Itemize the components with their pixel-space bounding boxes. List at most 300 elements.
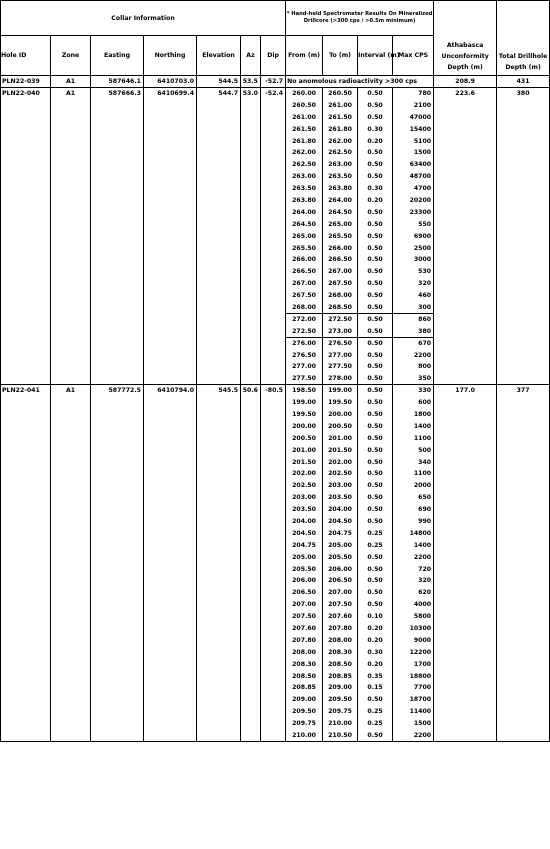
empty-cell <box>241 706 261 718</box>
empty-cell <box>197 456 241 468</box>
max-cps-cell: 340 <box>393 456 434 468</box>
empty-cell <box>1 420 51 432</box>
to-cell: 266.50 <box>323 254 358 266</box>
table-row <box>1 195 550 207</box>
empty-cell <box>434 135 497 147</box>
empty-cell <box>241 159 261 171</box>
empty-cell <box>197 623 241 635</box>
table-row <box>1 646 550 658</box>
elevation-header: Elevation <box>197 36 241 76</box>
empty-cell <box>51 682 91 694</box>
empty-cell <box>144 539 197 551</box>
table-row <box>1 587 550 599</box>
empty-cell <box>51 266 91 278</box>
empty-cell <box>197 361 241 373</box>
to-cell: 208.50 <box>323 658 358 670</box>
empty-cell <box>51 587 91 599</box>
empty-cell <box>241 682 261 694</box>
empty-cell <box>197 313 241 325</box>
empty-cell <box>144 218 197 230</box>
empty-cell <box>241 718 261 730</box>
from-cell: 207.80 <box>286 634 323 646</box>
empty-cell <box>197 147 241 159</box>
interval-cell: 0.50 <box>358 730 393 742</box>
empty-cell <box>497 504 550 516</box>
empty-cell <box>497 147 550 159</box>
empty-cell <box>434 361 497 373</box>
empty-cell <box>144 195 197 207</box>
empty-cell <box>91 718 144 730</box>
empty-cell <box>144 266 197 278</box>
max-cps-cell: 2200 <box>393 730 434 742</box>
empty-cell <box>144 646 197 658</box>
max-cps-cell: 320 <box>393 278 434 290</box>
empty-cell <box>1 551 51 563</box>
from-cell: 267.00 <box>286 278 323 290</box>
table-row <box>1 171 550 183</box>
to-cell: 207.80 <box>323 623 358 635</box>
empty-cell <box>261 313 286 325</box>
to-cell: 204.50 <box>323 516 358 528</box>
empty-cell <box>144 670 197 682</box>
empty-cell <box>51 397 91 409</box>
empty-cell <box>241 242 261 254</box>
empty-cell <box>497 242 550 254</box>
from-cell: 260.50 <box>286 99 323 111</box>
max-cps-cell: 6900 <box>393 230 434 242</box>
empty-cell <box>197 670 241 682</box>
table-row <box>1 183 550 195</box>
to-cell: 205.00 <box>323 539 358 551</box>
empty-cell <box>261 623 286 635</box>
empty-cell <box>197 468 241 480</box>
table-row <box>1 76 550 88</box>
empty-cell <box>497 111 550 123</box>
empty-cell <box>261 254 286 266</box>
empty-cell <box>144 599 197 611</box>
empty-cell <box>241 290 261 302</box>
empty-cell <box>91 432 144 444</box>
empty-cell <box>197 444 241 456</box>
empty-cell <box>91 111 144 123</box>
empty-cell <box>144 611 197 623</box>
empty-cell <box>497 337 550 349</box>
table-row <box>1 254 550 266</box>
interval-cell: 0.50 <box>358 147 393 159</box>
from-cell: 207.60 <box>286 623 323 635</box>
empty-cell <box>241 670 261 682</box>
empty-cell <box>434 527 497 539</box>
empty-cell <box>197 539 241 551</box>
empty-cell <box>497 670 550 682</box>
from-cell: 205.50 <box>286 563 323 575</box>
empty-cell <box>1 611 51 623</box>
empty-cell <box>241 206 261 218</box>
empty-cell <box>497 278 550 290</box>
interval-cell: 0.50 <box>358 432 393 444</box>
empty-cell <box>91 171 144 183</box>
empty-cell <box>144 135 197 147</box>
max-cps-cell: 300 <box>393 302 434 314</box>
empty-cell <box>91 266 144 278</box>
max-cps-cell: 670 <box>393 337 434 349</box>
empty-cell <box>144 658 197 670</box>
max-cps-cell: 5100 <box>393 135 434 147</box>
empty-cell <box>261 147 286 159</box>
empty-cell <box>434 516 497 528</box>
empty-cell <box>197 349 241 361</box>
empty-cell <box>241 123 261 135</box>
empty-cell <box>144 516 197 528</box>
empty-cell <box>434 718 497 730</box>
interval-cell: 0.50 <box>358 111 393 123</box>
empty-cell <box>197 206 241 218</box>
empty-cell <box>261 183 286 195</box>
table-row <box>1 623 550 635</box>
max-cps-cell: 18800 <box>393 670 434 682</box>
empty-cell <box>51 183 91 195</box>
empty-cell <box>91 99 144 111</box>
empty-cell <box>497 516 550 528</box>
empty-cell <box>434 337 497 349</box>
empty-cell <box>91 575 144 587</box>
empty-cell <box>197 266 241 278</box>
empty-cell <box>197 242 241 254</box>
table-row <box>1 218 550 230</box>
from-cell: 272.50 <box>286 325 323 337</box>
empty-cell <box>241 539 261 551</box>
empty-cell <box>144 492 197 504</box>
to-cell: 207.50 <box>323 599 358 611</box>
empty-cell <box>497 623 550 635</box>
empty-cell <box>241 409 261 421</box>
empty-cell <box>434 373 497 385</box>
empty-cell <box>261 670 286 682</box>
table-row <box>1 432 550 444</box>
empty-cell <box>1 634 51 646</box>
to-cell: 208.00 <box>323 634 358 646</box>
empty-cell <box>261 563 286 575</box>
max-cps-cell: 63400 <box>393 159 434 171</box>
empty-cell <box>241 195 261 207</box>
empty-cell <box>91 230 144 242</box>
from-cell: 203.00 <box>286 492 323 504</box>
from-cell: 262.50 <box>286 159 323 171</box>
to-cell: 261.80 <box>323 123 358 135</box>
empty-cell <box>144 159 197 171</box>
empty-cell <box>497 373 550 385</box>
table-row <box>1 111 550 123</box>
unconformity-cell: 177.0 <box>434 385 497 397</box>
empty-cell <box>1 539 51 551</box>
max-cps-cell: 10300 <box>393 623 434 635</box>
from-cell: 199.00 <box>286 397 323 409</box>
max-cps-cell: 780 <box>393 88 434 100</box>
empty-cell <box>91 397 144 409</box>
to-cell: 264.50 <box>323 206 358 218</box>
empty-cell <box>434 623 497 635</box>
dip-cell: -52.7 <box>261 76 286 88</box>
table-row <box>1 123 550 135</box>
interval-cell: 0.20 <box>358 658 393 670</box>
empty-cell <box>261 551 286 563</box>
empty-cell <box>197 218 241 230</box>
empty-cell <box>1 337 51 349</box>
max-cps-cell: 1400 <box>393 539 434 551</box>
max-cps-cell: 2000 <box>393 480 434 492</box>
empty-cell <box>91 468 144 480</box>
empty-cell <box>144 206 197 218</box>
to-cell: 210.00 <box>323 718 358 730</box>
interval-cell: 0.50 <box>358 385 393 397</box>
empty-cell <box>197 551 241 563</box>
empty-cell <box>91 634 144 646</box>
interval-cell: 0.10 <box>358 611 393 623</box>
max-cps-cell: 1100 <box>393 468 434 480</box>
empty-cell <box>434 480 497 492</box>
interval-cell: 0.20 <box>358 623 393 635</box>
table-row <box>1 706 550 718</box>
max-cps-cell: 2100 <box>393 99 434 111</box>
empty-cell <box>51 302 91 314</box>
empty-cell <box>261 646 286 658</box>
from-cell: 272.00 <box>286 313 323 325</box>
empty-cell <box>197 111 241 123</box>
empty-cell <box>144 623 197 635</box>
empty-cell <box>91 646 144 658</box>
interval-cell: 0.25 <box>358 539 393 551</box>
empty-cell <box>144 730 197 742</box>
table-row <box>1 730 550 742</box>
empty-cell <box>51 504 91 516</box>
empty-cell <box>197 587 241 599</box>
max-cps-cell: 380 <box>393 325 434 337</box>
table-row <box>1 325 550 337</box>
to-cell: 210.50 <box>323 730 358 742</box>
table-row <box>1 682 550 694</box>
empty-cell <box>497 694 550 706</box>
easting-header: Easting <box>91 36 144 76</box>
max-cps-cell: 530 <box>393 266 434 278</box>
to-cell: 200.00 <box>323 409 358 421</box>
empty-cell <box>91 682 144 694</box>
empty-cell <box>261 527 286 539</box>
to-cell: 265.50 <box>323 230 358 242</box>
empty-cell <box>261 634 286 646</box>
az-cell: 53.5 <box>241 76 261 88</box>
max-cps-cell: 650 <box>393 492 434 504</box>
interval-cell: 0.50 <box>358 254 393 266</box>
table-row <box>1 611 550 623</box>
empty-cell <box>1 349 51 361</box>
from-cell: 277.50 <box>286 373 323 385</box>
empty-cell <box>91 623 144 635</box>
to-cell: 199.50 <box>323 397 358 409</box>
to-cell: 267.50 <box>323 278 358 290</box>
empty-cell <box>144 432 197 444</box>
empty-cell <box>51 646 91 658</box>
empty-cell <box>434 218 497 230</box>
max-cps-cell: 7700 <box>393 682 434 694</box>
to-cell: 205.50 <box>323 551 358 563</box>
empty-cell <box>241 266 261 278</box>
interval-cell: 0.50 <box>358 373 393 385</box>
max-cps-cell: 9000 <box>393 634 434 646</box>
max-cps-cell: 690 <box>393 504 434 516</box>
empty-cell <box>51 325 91 337</box>
empty-cell <box>51 718 91 730</box>
empty-cell <box>51 694 91 706</box>
from-cell: 266.00 <box>286 254 323 266</box>
empty-cell <box>197 694 241 706</box>
empty-cell <box>144 111 197 123</box>
interval-cell: 0.50 <box>358 290 393 302</box>
empty-cell <box>197 278 241 290</box>
az-cell: 50.6 <box>241 385 261 397</box>
empty-cell <box>241 611 261 623</box>
table-row <box>1 456 550 468</box>
empty-cell <box>241 183 261 195</box>
northing-cell: 6410699.4 <box>144 88 197 100</box>
empty-cell <box>1 516 51 528</box>
table-row <box>1 266 550 278</box>
empty-cell <box>1 646 51 658</box>
empty-cell <box>91 337 144 349</box>
max-cps-cell: 350 <box>393 373 434 385</box>
empty-cell <box>91 670 144 682</box>
empty-cell <box>1 409 51 421</box>
empty-cell <box>144 337 197 349</box>
empty-cell <box>91 456 144 468</box>
to-cell: 208.85 <box>323 670 358 682</box>
interval-cell: 0.50 <box>358 599 393 611</box>
empty-cell <box>51 230 91 242</box>
empty-cell <box>261 539 286 551</box>
empty-cell <box>497 325 550 337</box>
empty-cell <box>261 444 286 456</box>
empty-cell <box>434 444 497 456</box>
empty-cell <box>91 313 144 325</box>
table-row <box>1 551 550 563</box>
empty-cell <box>261 599 286 611</box>
to-cell: 203.50 <box>323 492 358 504</box>
empty-cell <box>51 492 91 504</box>
empty-cell <box>241 563 261 575</box>
zone-cell: A1 <box>51 88 91 100</box>
to-cell: 204.00 <box>323 504 358 516</box>
max-cps-cell: 2200 <box>393 349 434 361</box>
empty-cell <box>1 563 51 575</box>
from-cell: 267.50 <box>286 290 323 302</box>
empty-cell <box>497 218 550 230</box>
empty-cell <box>1 575 51 587</box>
empty-cell <box>497 682 550 694</box>
empty-cell <box>144 706 197 718</box>
empty-cell <box>497 480 550 492</box>
max-cps-cell: 14800 <box>393 527 434 539</box>
max-cps-cell: 1400 <box>393 420 434 432</box>
empty-cell <box>91 409 144 421</box>
empty-cell <box>497 99 550 111</box>
interval-cell: 0.50 <box>358 159 393 171</box>
empty-cell <box>241 527 261 539</box>
empty-cell <box>1 111 51 123</box>
empty-cell <box>497 183 550 195</box>
table-row <box>1 385 550 397</box>
empty-cell <box>91 159 144 171</box>
interval-cell: 0.50 <box>358 468 393 480</box>
empty-cell <box>1 361 51 373</box>
empty-cell <box>261 718 286 730</box>
empty-cell <box>91 361 144 373</box>
empty-cell <box>1 397 51 409</box>
empty-cell <box>144 242 197 254</box>
from-cell: 201.50 <box>286 456 323 468</box>
table-row <box>1 88 550 100</box>
to-cell: 206.00 <box>323 563 358 575</box>
empty-cell <box>144 254 197 266</box>
empty-cell <box>51 373 91 385</box>
from-cell: 208.50 <box>286 670 323 682</box>
from-cell: 208.85 <box>286 682 323 694</box>
empty-cell <box>241 575 261 587</box>
empty-cell <box>434 658 497 670</box>
empty-cell <box>197 135 241 147</box>
from-cell: 261.00 <box>286 111 323 123</box>
empty-cell <box>261 218 286 230</box>
empty-cell <box>1 468 51 480</box>
empty-cell <box>261 159 286 171</box>
empty-cell <box>497 575 550 587</box>
empty-cell <box>144 527 197 539</box>
empty-cell <box>434 551 497 563</box>
empty-cell <box>261 504 286 516</box>
empty-cell <box>241 730 261 742</box>
empty-cell <box>91 694 144 706</box>
empty-cell <box>51 206 91 218</box>
table-row <box>1 444 550 456</box>
from-cell: 263.80 <box>286 195 323 207</box>
from-cell: 201.00 <box>286 444 323 456</box>
empty-cell <box>434 278 497 290</box>
empty-cell <box>197 325 241 337</box>
empty-cell <box>51 99 91 111</box>
empty-cell <box>261 480 286 492</box>
hole-id-cell: PLN22-040 <box>1 88 51 100</box>
to-cell: 260.50 <box>323 88 358 100</box>
max-cps-cell: 800 <box>393 361 434 373</box>
empty-cell <box>241 599 261 611</box>
empty-cell <box>261 730 286 742</box>
empty-cell <box>241 135 261 147</box>
empty-cell <box>1 218 51 230</box>
empty-cell <box>1 718 51 730</box>
empty-cell <box>144 682 197 694</box>
from-cell: 261.50 <box>286 123 323 135</box>
dip-cell: -80.5 <box>261 385 286 397</box>
from-cell: 204.00 <box>286 516 323 528</box>
empty-cell <box>91 587 144 599</box>
to-cell: 266.00 <box>323 242 358 254</box>
empty-cell <box>261 135 286 147</box>
interval-cell: 0.50 <box>358 206 393 218</box>
max-cps-cell: 4700 <box>393 183 434 195</box>
empty-cell <box>51 242 91 254</box>
max-cps-cell: 2200 <box>393 551 434 563</box>
empty-cell <box>1 254 51 266</box>
empty-cell <box>1 147 51 159</box>
empty-cell <box>51 575 91 587</box>
